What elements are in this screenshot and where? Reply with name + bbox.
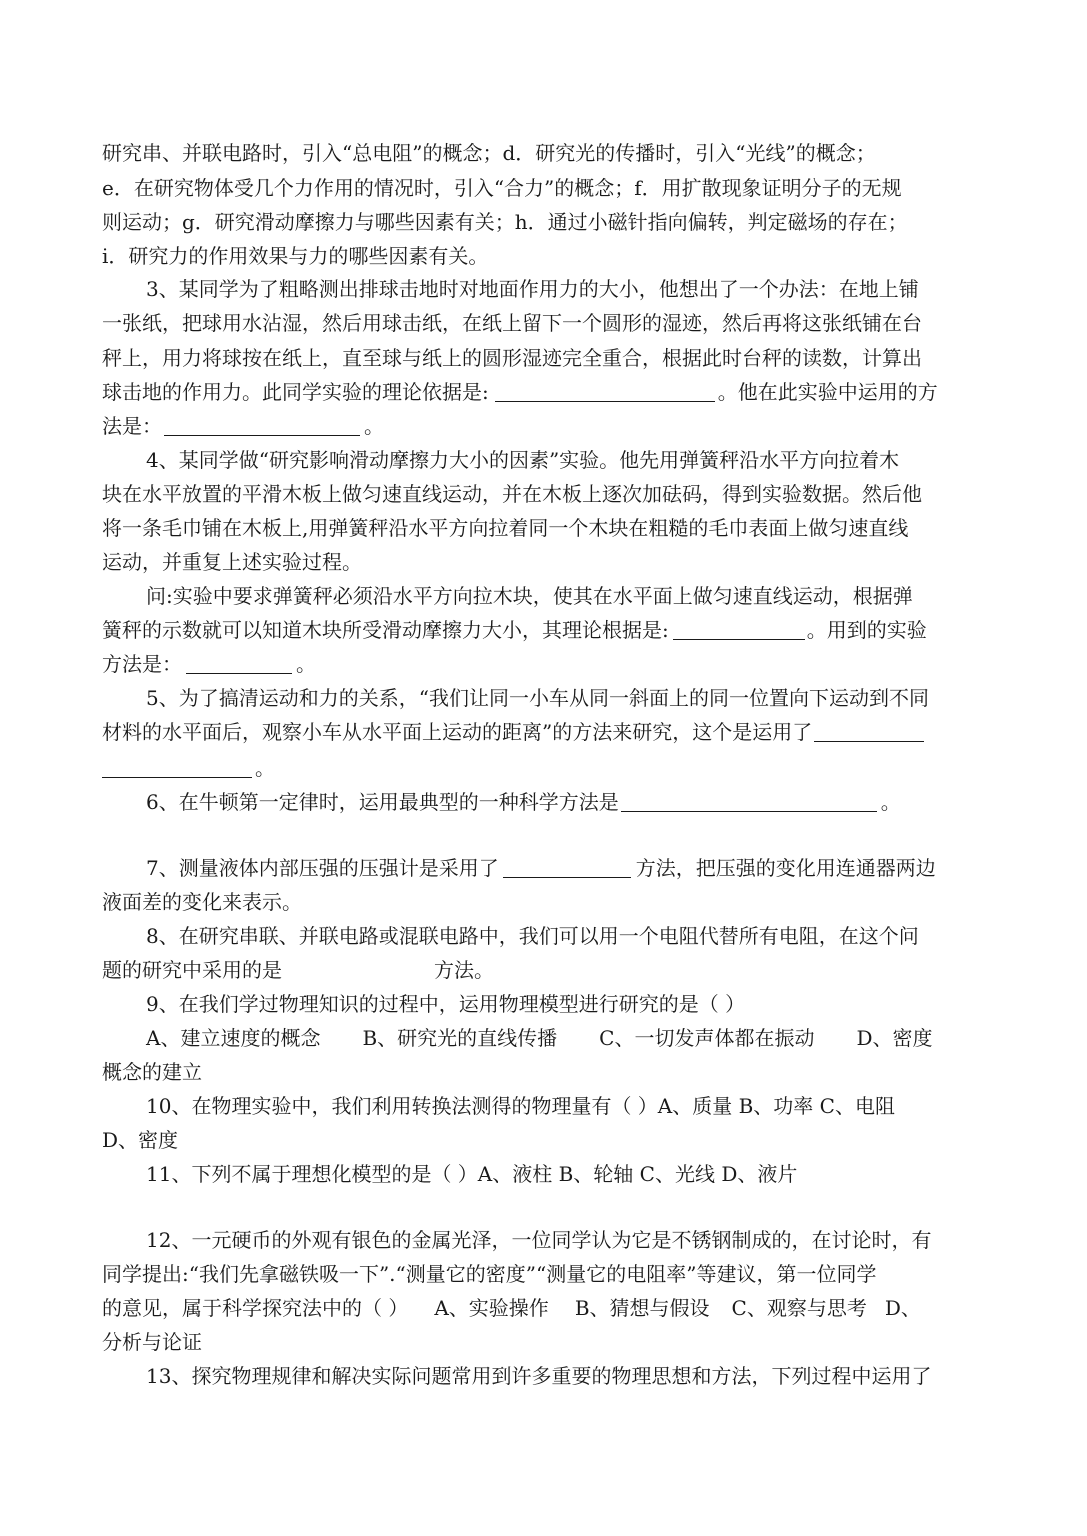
question-4-line: 4、某同学做“研究影响滑动摩擦力大小的因素”实验。他先用弹簧秤沿水平方向拉着木 <box>146 448 900 472</box>
option-c[interactable]: C、一切发声体都在振动 <box>599 1026 815 1050</box>
question-6-line <box>146 785 988 819</box>
text-segment: 方法是： <box>102 652 182 676</box>
answer-blank[interactable] <box>186 652 292 674</box>
text-segment: 7、测量液体内部压强的压强计是采用了 <box>146 856 499 880</box>
option-b[interactable]: B、猜想与假设 <box>574 1296 710 1320</box>
text-line <box>102 953 988 987</box>
text-line <box>102 715 988 749</box>
option-a[interactable]: A、实验操作 <box>434 1296 549 1320</box>
answer-blank[interactable] <box>102 756 252 778</box>
text-segment: 的意见，属于科学探究法中的（ ） <box>102 1296 409 1320</box>
answer-blank[interactable] <box>503 856 631 878</box>
question-10-line: 10、在物理实验中，我们利用转换法测得的物理量有（ ）A、质量 B、功率 C、电阻 <box>146 1094 895 1118</box>
text-line <box>102 375 988 409</box>
text-line: 将一条毛巾铺在木板上,用弹簧秤沿水平方向拉着同一个木块在粗糙的毛巾表面上做匀速直线 <box>102 516 909 540</box>
question-5-line: 5、为了搞清运动和力的关系，“我们让同一小车从同一斜面上的同一位置向下运动到不同 <box>146 686 929 710</box>
question-13-line: 13、探究物理规律和解决实际问题常用到许多重要的物理思想和方法，下列过程中运用了 <box>146 1364 932 1388</box>
text-line <box>102 647 988 681</box>
text-line <box>102 409 988 443</box>
text-line: 运动，并重复上述实验过程。 <box>102 550 362 574</box>
question-12-line: 12、一元硬币的外观有银色的金属光泽，一位同学认为它是不锈钢制成的，在讨论时，有 <box>146 1228 932 1252</box>
text-segment: 。他在此实验中运用的方 <box>717 380 938 404</box>
text-line: 同学提出:“我们先拿磁铁吸一下”.“测量它的密度”“测量它的电阻率”等建议，第一位同学 <box>102 1262 877 1286</box>
text-segment: 题的研究中采用的是 <box>102 958 282 982</box>
text-segment: 。 <box>296 652 316 676</box>
text-line <box>102 751 988 785</box>
options-line <box>146 1021 988 1055</box>
option-c[interactable]: C、观察与思考 <box>731 1296 867 1320</box>
text-segment: 。 <box>880 790 901 814</box>
text-segment: 方法，把压强的变化用连通器两边 <box>635 856 936 880</box>
answer-blank[interactable] <box>814 720 924 742</box>
text-line: D、密度 <box>102 1128 179 1152</box>
answer-blank[interactable] <box>621 790 877 812</box>
text-segment: 方法。 <box>434 958 494 982</box>
text-line: i．研究力的作用效果与力的哪些因素有关。 <box>102 244 489 268</box>
option-d[interactable]: D、 <box>884 1296 921 1320</box>
option-b[interactable]: B、研究光的直线传播 <box>362 1026 558 1050</box>
text-segment: 。 <box>364 414 384 438</box>
option-a[interactable]: A、建立速度的概念 <box>146 1026 321 1050</box>
text-line: 一张纸，把球用水沾湿，然后用球击纸，在纸上留下一个圆形的湿迹，然后再将这张纸铺在台 <box>102 311 922 335</box>
text-segment: 。 <box>255 756 275 780</box>
text-line: 块在水平放置的平滑木板上做匀速直线运动，并在木板上逐次加砝码，得到实验数据。然后他 <box>102 482 922 506</box>
text-line: e．在研究物体受几个力作用的情况时，引入“合力”的概念；f．用扩散现象证明分子的无规 <box>102 176 902 200</box>
text-segment: 球击地的作用力。此同学实验的理论依据是: <box>102 380 489 404</box>
answer-blank[interactable] <box>495 380 715 402</box>
text-segment: 簧秤的示数就可以知道木块所受滑动摩擦力大小，其理论根据是: <box>102 618 669 642</box>
answer-blank[interactable] <box>673 618 805 640</box>
text-segment: 材料的水平面后，观察小车从水平面上运动的距离”的方法来研究，这个是运用了 <box>102 720 813 744</box>
text-line: 研究串、并联电路时，引入“总电阻”的概念；d．研究光的传播时，引入“光线”的概念； <box>102 141 876 165</box>
text-line: 则运动；g．研究滑动摩擦力与哪些因素有关；h．通过小磁针指向偏转，判定磁场的存在； <box>102 210 908 234</box>
text-line: 分析与论证 <box>102 1330 202 1354</box>
text-line <box>102 613 988 647</box>
option-d[interactable]: D、密度 <box>856 1026 933 1050</box>
question-11-line: 11、下列不属于理想化模型的是（ ）A、液柱 B、轮轴 C、光线 D、液片 <box>146 1162 798 1186</box>
text-line: 问:实验中要求弹簧秤必须沿水平方向拉木块，使其在水平面上做匀速直线运动，根据弹 <box>146 584 913 608</box>
answer-blank[interactable] <box>164 414 360 436</box>
question-8-line: 8、在研究串联、并联电路或混联电路中，我们可以用一个电阻代替所有电阻，在这个问 <box>146 924 919 948</box>
question-9-line: 9、在我们学过物理知识的过程中，运用物理模型进行研究的是（ ） <box>146 992 746 1016</box>
text-segment: 。用到的实验 <box>806 618 927 642</box>
question-7-line <box>146 851 988 885</box>
text-segment: 法是： <box>102 414 162 438</box>
text-line: 秤上，用力将球按在纸上，直至球与纸上的圆形湿迹完全重合，根据此时台秤的读数，计算出 <box>102 346 922 370</box>
question-3-line: 3、某同学为了粗略测出排球击地时对地面作用力的大小，他想出了一个办法：在地上铺 <box>146 277 919 301</box>
text-line: 概念的建立 <box>102 1060 202 1084</box>
text-segment: 6、在牛顿第一定律时，运用最典型的一种科学方法是 <box>146 790 619 814</box>
text-line: 液面差的变化来表示。 <box>102 890 302 914</box>
text-line <box>102 1291 988 1325</box>
